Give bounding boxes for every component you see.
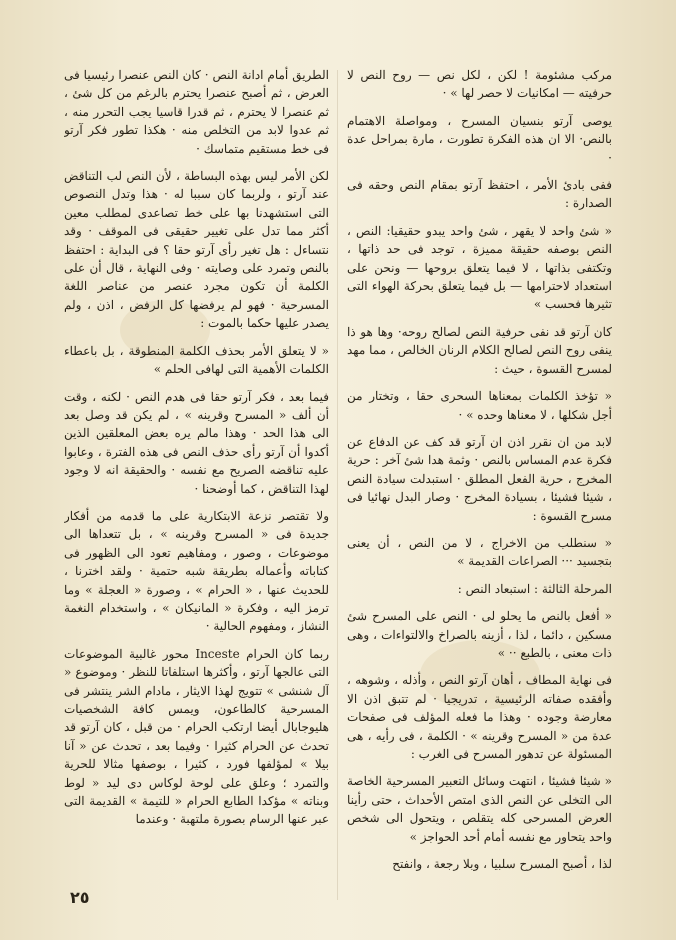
- paragraph: ولا تقتصر نزعة الابتكارية على ما قدمه من أفكار جديدة فى « المسرح وقرينه » ، بل تتعداها الى موضوعات ، وصور ، ومفاهيم تعود الى الظهور فى كتاباته وأعماله بطريقة شبه حتمية · ولقد اخترنا ، للحديث عنها ، « الحرام » ، وصورة « العجلة » وما ترمز اليه ، وفكرة « المانيكان » ، واستخدام النغمة النشاز ، ومفهوم الحالية ·: [64, 508, 329, 634]
- paragraph: فيما بعد ، فكر آرتو حقا فى هدم النص · لكنه ، وقت أن ألف « المسرح وقرينه » ، لم يكن قد وصل بعد الى هذا الحد · وهذا مالم يره بعض المعلقين الذين أكدوا أن آرتو رأى حذف النص فى هذه الفترة ، وعابوا عليه تناقضه الصريح مع نفسه · والحقيقة انه لا وجود لهذا التناقض ، كما أوضحنا ·: [64, 389, 329, 496]
- quote-paragraph: « أفعل بالنص ما يحلو لى · النص على المسرح شئ مسكين ، دائما ، لذا ، أزينه بالصراخ والالتواءات ، وهى ذات معنى ، بالطبع ·· »: [347, 609, 612, 660]
- quote-paragraph: « لا يتعلق الأمر بحذف الكلمة المنطوقة ، بل باعطاء الكلمات الأهمية التى لهافى الحلم »: [64, 343, 329, 377]
- quote-paragraph: « سنطلب من الاخراج ، لا من النص ، أن يعنى بتجسيد ··· الصراعات القديمة »: [347, 535, 612, 569]
- paragraph: ربما كان الحرام Inceste محور غالبية الموضوعات التى عالجها آرتو ، وأكثرها استلفاتا للنظر · وموضوع « آل شنشى » تتويج لهذا الايثار ، مادام الشر ينتشر فى المسرحية كالطاعون، ويمس كافة الشخصيات هليوجابال أيضا ارتكب الحرام · من قبل ، كان آرتو قد تحدث عن الحرام كثيرا · وفيما بعد ، تحدث عن « آنا بيلا » لمؤلفها فورد ، كثيرا ، بوصفها مثالا للحرية والتمرد ؛ وعلق على لوحة لوكاس دى ليد « لوط وبناته » مؤكدا الطابع الحرام « للتيمة » القديمة التى عبر عنها الرسام بصورة ملتهبة · وعندما: [64, 646, 329, 827]
- paragraph: يوصى آرتو بنسيان المسرح ، ومواصلة الاهتمام بالنص· الا ان هذه الفكرة تطورت ، مارة بمراحل عدة ·: [347, 113, 612, 165]
- quote-paragraph: « تؤخذ الكلمات بمعناها السحرى حقا ، وتختار من أجل شكلها ، لا معناها وحده » ·: [347, 389, 612, 422]
- left-column: [64, 66, 329, 886]
- paragraph: لذا ، أصبح المسرح سلبيا ، وبلا رجعة ، وانفتح: [392, 857, 612, 872]
- quote-paragraph: « شئ واحد لا يقهر ، شئ واحد يبدو حقيقيا: النص ، النص بوصفه حقيقة مميزة ، توجد فى حد ذاتها ، وتكتفى بذاتها ، لا فيما يتعلق بروحها — ونحن على استعداد لاحترامها — بل فيما يتعلق بحركة الهواء التى تثيرها فحسب »: [347, 223, 612, 312]
- paragraph: لابد من ان نقرر اذن ان آرتو قد كف عن الدفاع عن فكرة عدم المساس بالنص · وثمة هدا شئ آخر : حرية المخرج ، حرية الفعل المطلق · استبدلت سيادة النص ، شيئا فشيئا ، بسيادة المخرج · وصار البدل نهائيا فى مسرح القسوة :: [347, 434, 612, 523]
- paragraph: ففى بادئ الأمر ، احتفظ آرتو بمقام النص وحقه فى الصدارة :: [347, 178, 612, 211]
- paragraph: فى نهاية المطاف ، أهان آرتو النص ، وأذله ، وشوهه ، وأفقده صفاته الرئيسية ، تدريجيا · لم تتبق اذن الا معارضة وجوده · وهذا ما فعله المؤلف فى صفحات عدة من « المسرح وقرينه » · الكلمة ، فى رأيه ، هى المسئولة عن تدهور المسرح فى الغرب :: [347, 673, 612, 761]
- paragraph: كان آرتو قد نفى حرفية النص لصالح روحه· وها هو ذا ينفى روح النص لصالح الكلام الرنان الخالص ، مما مهد لمسرح القسوة ، حيث :: [347, 324, 612, 376]
- column-divider: [337, 70, 338, 900]
- quote-paragraph: « شيئا فشيئا ، انتهت وسائل التعبير المسرحية الخاصة الى التخلى عن النص الذى امتص الأحداث ، حتى رأينا العرض المسرحى كله يتقلص ، ويتحول الى شخص واحد يتحاور مع نفسه أمام أحد الحواجز »: [347, 774, 612, 844]
- paragraph: المرحلة الثالثة : استبعاد النص :: [457, 581, 612, 596]
- paragraph: لكن الأمر ليس بهذه البساطة ، لأن النص لب التناقض عند آرتو ، ولربما كان سببا له · هذا وتدل النصوص التى استشهدنا بها على خط تصاعدى لمطلب معين أكثر مما تدل على تغيير حقيقى فى الموقف · وقد نتساءل : هل تغير رأى آرتو حقا ؟ فى البداية : احتفظ بالنص وتمرد على وصايته · وفى النهاية ، قال أن على الكلمة أن تكون مجرد عنصر من عناصر اللغة المسرحية · فهو لم يرفضها كل الرفض ، اذن ، ولم يصدر عليها حكما بالموت :: [64, 169, 329, 331]
- page-number: ٢٥: [70, 888, 90, 907]
- paragraph: الطريق أمام ادانة النص · كان النص عنصرا رئيسيا فى العرض ، ثم أصبح عنصرا يحترم بالرغم من كل شئ ، ثم عنصرا لا يحترم ، ثم قدرا قاسيا يجب التحرر منه ، ثم عدوا لابد من التخلص منه · هكذا تطور فكر آرتو فى خط مستقيم متماسك ·: [64, 68, 329, 156]
- paragraph: مركب مشئومة ! لكن ، لكل نص — روح النص لا حرفيته — امكانيات لا حصر لها » ·: [347, 68, 612, 101]
- right-column: [347, 66, 612, 886]
